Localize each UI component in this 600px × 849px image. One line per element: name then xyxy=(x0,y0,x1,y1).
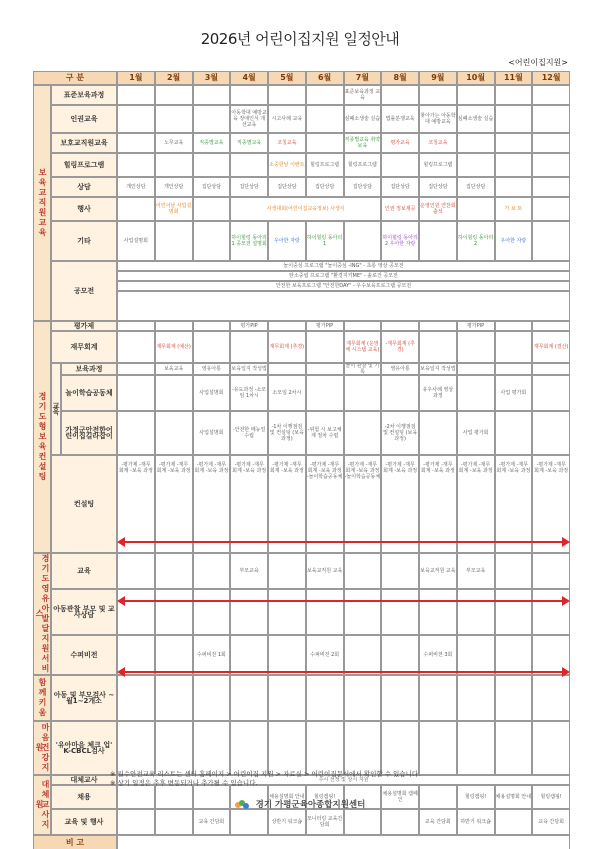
humanity-jul: 심폐소생술 실습 xyxy=(344,105,382,133)
grid-cell xyxy=(230,675,268,721)
grid-cell xyxy=(532,363,570,375)
row-label-observe: 아동관찰 부모 및 교사상담 xyxy=(51,589,117,635)
grid-cell xyxy=(230,721,268,775)
cur-apr: 보육일지 작성법 xyxy=(230,363,268,375)
grid-cell xyxy=(155,589,193,635)
grid-cell xyxy=(532,721,570,775)
grid-cell xyxy=(117,331,155,363)
sup-jun: 수퍼비전 2회 xyxy=(306,635,344,675)
grid-cell xyxy=(117,197,155,221)
rec-aug: 채용설명회 캠페인 xyxy=(381,785,419,809)
row-label-supervision: 수퍼비전 xyxy=(51,635,117,675)
inf-jun: 보육교직원 교육 xyxy=(306,553,344,589)
grid-cell xyxy=(532,321,570,331)
month-header-11: 11월 xyxy=(495,71,533,85)
footer-org-name: 경기 가평군육아종합지원센터 xyxy=(255,800,366,810)
grid-cell xyxy=(193,553,231,589)
grid-cell xyxy=(193,105,231,133)
etc-nov: 우아한 자랑 xyxy=(495,221,533,261)
month-header-9: 9월 xyxy=(419,71,457,85)
grid-cell xyxy=(457,133,495,153)
consulting-6: -평가제 -재무 회계 -보육 과정 -놀이학습공동체 xyxy=(306,455,344,553)
consulting-4: -평가제 -재무 회계 -보육 과정 xyxy=(230,455,268,553)
grid-cell xyxy=(268,553,306,589)
humanity-sep: 찾아가는 아동학대 예방교육 xyxy=(419,105,457,133)
grid-cell xyxy=(381,321,419,331)
month-header-5: 5월 xyxy=(268,71,306,85)
counsel-group-8: 집단상담 xyxy=(381,177,419,197)
grid-cell xyxy=(381,85,419,105)
month-header-2: 2월 xyxy=(155,71,193,85)
fam-mar: 사업설명회 xyxy=(193,411,231,455)
consulting-11: -평가제 -재무 회계 -보육 과정 xyxy=(495,455,533,553)
inf-oct: 부모교육 xyxy=(457,553,495,589)
remark-cell xyxy=(117,835,570,849)
grid-cell xyxy=(117,375,155,411)
grid-cell xyxy=(532,553,570,589)
grid-cell xyxy=(155,153,193,177)
contest-line-1: 놀이중심 프로그램 "놀이중심 -ING" - 초롱 영상 공모전 xyxy=(117,261,570,271)
inf-sep: 보육교직원 교육 xyxy=(419,553,457,589)
grid-cell xyxy=(230,809,268,835)
cur-aug: 영유아통 xyxy=(381,363,419,375)
grid-cell xyxy=(193,675,231,721)
protect-aug: 평가교육 xyxy=(381,133,419,153)
grid-cell xyxy=(193,221,231,261)
row-label-infant_edu: 교육 xyxy=(51,553,117,589)
counsel-group-7: 집단상담 xyxy=(344,177,382,197)
protect-apr: 직종별교육 xyxy=(230,133,268,153)
fam-aug: -2차 이행점검 및 컨설팅 (보육과정) xyxy=(381,411,419,455)
consulting-5: -평가제 -재무 회계 -보육 과정 xyxy=(268,455,306,553)
grid-cell xyxy=(193,589,231,635)
row-label-consulting: 컨설팅 xyxy=(51,455,117,553)
grid-cell xyxy=(532,133,570,153)
protect-jul: 직종별교육 취약보육 xyxy=(344,133,382,153)
row-label-event: 행사 xyxy=(51,197,117,221)
grid-cell xyxy=(419,321,457,331)
grid-cell xyxy=(344,375,382,411)
play-sep: 유우사례 영상 과정 xyxy=(419,375,457,411)
grid-cell xyxy=(306,375,344,411)
grid-cell xyxy=(268,363,306,375)
counsel-group-3: 집단상담 xyxy=(193,177,231,197)
grid-cell xyxy=(495,85,533,105)
note-1: ※ 월수안전교육 리스트는 센터 홈페이지 > 어린이집 지원 > 자료실 > 어린이집문서에서 확인할 수 있습니다. xyxy=(110,770,421,778)
grid-cell xyxy=(344,321,382,331)
grid-cell xyxy=(306,331,344,363)
row-label-healing: 힐링프로그램 xyxy=(51,153,117,177)
event-aug: 인권 정보제공 xyxy=(381,197,419,221)
grid-cell xyxy=(230,153,268,177)
grid-cell xyxy=(495,721,533,775)
consulting-12: -평가제 -재무 회계 -보육 과정 xyxy=(532,455,570,553)
grid-cell xyxy=(155,321,193,331)
ev-dec: 교육 간담회 xyxy=(532,809,570,835)
page-title: 2026년 어린이집지원 일정안내 xyxy=(200,30,400,48)
grid-cell xyxy=(457,675,495,721)
row-label-humanity: 인권교육 xyxy=(51,105,117,133)
rec-oct: 힐링캠핑! xyxy=(457,785,495,809)
grid-cell xyxy=(419,221,457,261)
org-logo-icon xyxy=(235,800,249,810)
fam-may: -1차 이행점검 및 컨설팅 (보육과정) xyxy=(268,411,306,455)
grid-cell xyxy=(268,589,306,635)
grid-cell xyxy=(155,675,193,721)
rec-may: 채용설명회 안내 xyxy=(268,785,306,809)
grid-cell xyxy=(495,105,533,133)
grid-cell xyxy=(230,589,268,635)
section-consult: 경기도형보육컨설팅 xyxy=(33,321,51,553)
row-label-sub_recruit: 채용 xyxy=(51,785,117,809)
play-nov: 사업 평가회 xyxy=(495,375,533,411)
cur-jul: 놀이 관찰 및 기록 xyxy=(345,363,380,375)
sup-mar: 수퍼비전 1회 xyxy=(193,635,231,675)
grid-cell xyxy=(532,105,570,133)
grid-cell xyxy=(532,153,570,177)
counsel-group-5: 집단상담 xyxy=(268,177,306,197)
grid-cell xyxy=(457,85,495,105)
eval-mark-10: 평가PIP xyxy=(457,321,495,331)
consulting-2: -평가제 -재무 회계 -보육 과정 xyxy=(155,455,193,553)
grid-cell xyxy=(193,721,231,775)
grid-cell xyxy=(155,375,193,411)
grid-cell xyxy=(117,553,155,589)
grid-cell xyxy=(230,635,268,675)
etc-aug: 하이힐링 동아리2 우아한 자랑 xyxy=(381,221,419,261)
grid-cell xyxy=(155,721,193,775)
fin-may: 재무회계 (추경) xyxy=(268,331,306,363)
event-feb: 어린이날 사업설명회 xyxy=(155,197,193,221)
row-label-contest: 공모전 xyxy=(51,261,117,321)
grid-cell xyxy=(457,197,495,221)
grid-cell xyxy=(306,133,344,153)
section-care: 보육교직원교육 xyxy=(33,85,51,321)
grid-cell xyxy=(344,589,382,635)
cur-mar: 영유아통 xyxy=(193,363,231,375)
grid-cell xyxy=(495,321,533,331)
row-label-family: 가정군안전한어린이집길라잡이 xyxy=(61,411,117,455)
corner-header: 구 분 xyxy=(33,71,117,85)
grid-cell xyxy=(344,553,382,589)
row-label-evaluation: 평가제 xyxy=(51,321,117,331)
inf-apr: 부모교육 xyxy=(230,553,268,589)
grid-cell xyxy=(381,675,419,721)
sup-sep: 수퍼비전 3회 xyxy=(419,635,457,675)
span-arrow-1 xyxy=(123,541,564,543)
grid-cell xyxy=(419,675,457,721)
grid-cell xyxy=(193,153,231,177)
grid-cell xyxy=(495,363,533,375)
grid-cell xyxy=(419,589,457,635)
grid-cell xyxy=(344,411,382,455)
grid-cell xyxy=(495,331,533,363)
consulting-8: -평가제 -재무 회계 -보육 과정 xyxy=(381,455,419,553)
counsel-group-9: 집단상담 xyxy=(419,177,457,197)
fam-apr: -안전한 메뉴얼 수립 xyxy=(230,411,268,455)
grid-cell xyxy=(117,809,155,835)
grid-cell xyxy=(117,321,155,331)
healing-may: 소중한날 이벤트 xyxy=(268,153,306,177)
grid-cell xyxy=(381,375,419,411)
grid-cell xyxy=(532,675,570,721)
section-infant: 경기도영유아발달지원서비스 xyxy=(35,554,50,674)
grid-cell xyxy=(532,221,570,261)
consulting-7: -평가제 -재무 회계 -보육 과정 -놀이학습공동체 xyxy=(344,455,382,553)
play-may: 소모임 2차시 xyxy=(268,375,306,411)
grid-cell xyxy=(155,809,193,835)
grid-cell xyxy=(457,363,495,375)
standard-jul: 표준보육과정 교육 xyxy=(344,85,382,105)
grid-cell xyxy=(344,635,382,675)
cur-feb: 보육교육 xyxy=(155,363,193,375)
grid-cell xyxy=(268,635,306,675)
humanity-aug: 법률분쟁교육 xyxy=(381,105,419,133)
grid-cell xyxy=(457,589,495,635)
row-label-curriculum: 보육과정 xyxy=(61,363,117,375)
span-arrow-3 xyxy=(123,671,564,673)
month-header-8: 8월 xyxy=(381,71,419,85)
grid-cell xyxy=(230,85,268,105)
rec-nov: 채용설명회 안내 xyxy=(495,785,533,809)
grid-cell xyxy=(495,675,533,721)
grid-cell xyxy=(117,363,155,375)
humanity-apr: 아동학대 예방교육 장애인식 개선교육 xyxy=(230,105,268,133)
grid-cell xyxy=(381,635,419,675)
fam-oct: 사업 평가회 xyxy=(457,411,495,455)
consulting-9: -평가제 -재무 회계 -보육 과정 xyxy=(419,455,457,553)
ev-sep: 교육 간담회 xyxy=(419,809,457,835)
grid-cell xyxy=(381,589,419,635)
grid-cell xyxy=(230,331,268,363)
grid-cell xyxy=(419,411,457,455)
rec-dec: 힐링캠핑! xyxy=(532,785,570,809)
event-sep: 운영인원 연찬회출석 xyxy=(419,197,457,221)
grid-cell xyxy=(495,153,533,177)
protect-mar: 직종별교육 xyxy=(193,133,231,153)
grid-cell xyxy=(306,363,344,375)
sub-teacher-span: 수시 선정 및 상시 지원 xyxy=(117,775,570,785)
grid-cell xyxy=(457,375,495,411)
counsel-group-4: 집단상담 xyxy=(230,177,268,197)
grid-cell xyxy=(495,177,533,197)
fin-jul: 재무회계 (운영체 시스템 교육) xyxy=(344,331,382,363)
grid-cell xyxy=(532,411,570,455)
grid-cell xyxy=(306,85,344,105)
grid-cell xyxy=(381,553,419,589)
grid-cell xyxy=(155,411,193,455)
page-subtitle: <어린이집지원> xyxy=(508,58,568,67)
notes xyxy=(110,770,420,788)
grid-cell xyxy=(495,635,533,675)
eval-mark-6: 평가PIP xyxy=(306,321,344,331)
month-header-10: 10월 xyxy=(457,71,495,85)
healing-jul: 힐링프로그램 xyxy=(344,153,382,177)
counsel-group-10: 집단상담 xyxy=(457,177,495,197)
humanity-may: 시고사례 교육 xyxy=(268,105,306,133)
counsel-group-6: 집단상담 xyxy=(306,177,344,197)
grid-cell xyxy=(495,411,533,455)
etc-apr: 하이힐링 동아리1 공모전 설명회 xyxy=(230,221,268,261)
row-label-together_row: 아동 및 부모검사 ~월1~2개소 xyxy=(51,675,117,721)
grid-cell xyxy=(495,133,533,153)
consulting-1: -평가제 -재무 회계 -보육 과정 xyxy=(117,455,155,553)
fin-feb: 재무회계 (예산) xyxy=(155,331,193,363)
fin-dec: 재무회계 (결산) xyxy=(532,331,570,363)
grid-cell xyxy=(306,589,344,635)
span-arrow-2 xyxy=(123,600,564,602)
grid-cell xyxy=(344,809,382,835)
counsel-jan: 개인상담 xyxy=(117,177,155,197)
row-label-finance: 재무회계 xyxy=(51,331,117,363)
play-apr: -유도과정 -소모임 1차시 xyxy=(230,375,268,411)
event-range: 사생대회(어린이집교육정보) 사생식 xyxy=(230,197,381,221)
month-header-6: 6월 xyxy=(306,71,344,85)
grid-cell xyxy=(117,105,155,133)
grid-cell xyxy=(532,197,570,221)
grid-cell xyxy=(117,133,155,153)
consulting-10: -평가제 -재무 회계 -보육 과정 xyxy=(457,455,495,553)
grid-cell xyxy=(306,721,344,775)
grid-cell xyxy=(268,321,306,331)
grid-cell xyxy=(457,153,495,177)
row-label-mind_row: '유아마음 체크 업' K-CBCL검사 xyxy=(51,721,117,775)
grid-cell xyxy=(155,553,193,589)
contest-line-2: 탄소중립 프로그램 "환경지키ME" - 솔로건 공모전 xyxy=(117,271,570,281)
grid-cell xyxy=(495,553,533,589)
month-header-3: 3월 xyxy=(193,71,231,85)
grid-cell xyxy=(532,177,570,197)
humanity-oct: 심폐소생술 실습 xyxy=(457,105,495,133)
grid-cell xyxy=(381,809,419,835)
grid-cell xyxy=(193,331,231,363)
section-mind: 마음건강지원 xyxy=(35,723,50,773)
fin-aug: -재무회계 (추경) xyxy=(381,331,419,363)
row-label-protect: 보호교직원교육 xyxy=(51,133,117,153)
etc-jan: 사업설명회 xyxy=(117,221,155,261)
etc-may: 우아한 자랑 xyxy=(268,221,306,261)
section-substitute: 대체교사지원 xyxy=(33,775,51,835)
contest-line-3: 안전한 보육프로그램 "안전한DAY" - 우수보육프로그램 공모전 xyxy=(117,281,570,291)
grid-cell xyxy=(344,721,382,775)
grid-cell xyxy=(193,197,231,221)
grid-cell xyxy=(268,85,306,105)
month-header-4: 4월 xyxy=(230,71,268,85)
healing-jun: 힐링프로그램 xyxy=(306,153,344,177)
row-label-play: 놀이학습공동체 xyxy=(61,375,117,411)
grid-cell xyxy=(457,331,495,363)
grid-cell xyxy=(155,85,193,105)
etc-jun: 하이힐링 동아리1 xyxy=(306,221,344,261)
footer-org xyxy=(0,798,600,810)
etc-oct: 하이힐링 동아리2 xyxy=(457,221,495,261)
section-together: 함께키움 xyxy=(33,675,51,721)
month-header-7: 7월 xyxy=(344,71,382,85)
grid-cell xyxy=(117,411,155,455)
event-nov: 가 보 또 xyxy=(495,197,533,221)
grid-cell xyxy=(306,675,344,721)
grid-cell xyxy=(117,721,155,775)
month-header-12: 12월 xyxy=(532,71,570,85)
grid-cell xyxy=(532,375,570,411)
grid-cell xyxy=(155,221,193,261)
cur-sep: 보육일지 작성법 xyxy=(419,363,457,375)
healing-sep: 힐링프로그램 xyxy=(419,153,457,177)
row-label-sub_teacher: 대체교사 xyxy=(51,775,117,785)
grid-cell xyxy=(381,721,419,775)
grid-cell xyxy=(457,721,495,775)
row-label-standard: 표준보육과정 xyxy=(51,85,117,105)
grid-cell xyxy=(155,105,193,133)
grid-cell xyxy=(495,589,533,635)
month-header-1: 1월 xyxy=(117,71,155,85)
grid-cell xyxy=(117,153,155,177)
ev-oct: 하반기 워크숍 xyxy=(457,809,495,835)
counsel-feb: 개인상담 xyxy=(155,177,193,197)
grid-cell xyxy=(419,85,457,105)
grid-cell xyxy=(117,85,155,105)
grid-cell xyxy=(419,721,457,775)
protect-sep: 코칭교육 xyxy=(419,133,457,153)
grid-cell xyxy=(306,105,344,133)
ev-mar: 교육 간담회 xyxy=(193,809,231,835)
grid-cell xyxy=(381,153,419,177)
grid-cell xyxy=(117,675,155,721)
ev-may: 상반기 워크숍 xyxy=(268,809,306,835)
grid-cell xyxy=(457,635,495,675)
grid-cell xyxy=(532,85,570,105)
grid-cell xyxy=(268,721,306,775)
note-2: ※ 상기 일정은 추후 변동되거나 추가될 수 있습니다. xyxy=(110,779,258,787)
grid-cell xyxy=(419,331,457,363)
grid-cell xyxy=(495,809,533,835)
grid-cell xyxy=(193,321,231,331)
rec-jun: 힐링캠핑! xyxy=(306,785,344,809)
row-label-etc: 기타 xyxy=(51,221,117,261)
row-label-counsel: 상담 xyxy=(51,177,117,197)
eval-mark-4: 평가PIP xyxy=(230,321,268,331)
row-label-remark: 비 고 xyxy=(33,835,117,849)
grid-cell xyxy=(344,221,382,261)
play-mar: 사업설명회 xyxy=(193,375,231,411)
protect-may: 코칭교육 xyxy=(268,133,306,153)
row-label-sub_event: 교육 및 행사 xyxy=(51,809,117,835)
grid-cell xyxy=(193,85,231,105)
grid-cell xyxy=(268,675,306,721)
protect-feb: 노무교육 xyxy=(155,133,193,153)
row-label-edu-group: 교육 xyxy=(51,363,61,455)
consulting-3: -평가제 -재무 회계 -보육 과정 xyxy=(193,455,231,553)
fam-jun: -위험 시 보고체계 절차 수립 xyxy=(306,411,344,455)
contest-blank xyxy=(117,291,570,321)
grid-cell xyxy=(344,675,382,721)
ev-jun: 모니터링 교육간담회 xyxy=(306,809,344,835)
grid-cell xyxy=(155,635,193,675)
